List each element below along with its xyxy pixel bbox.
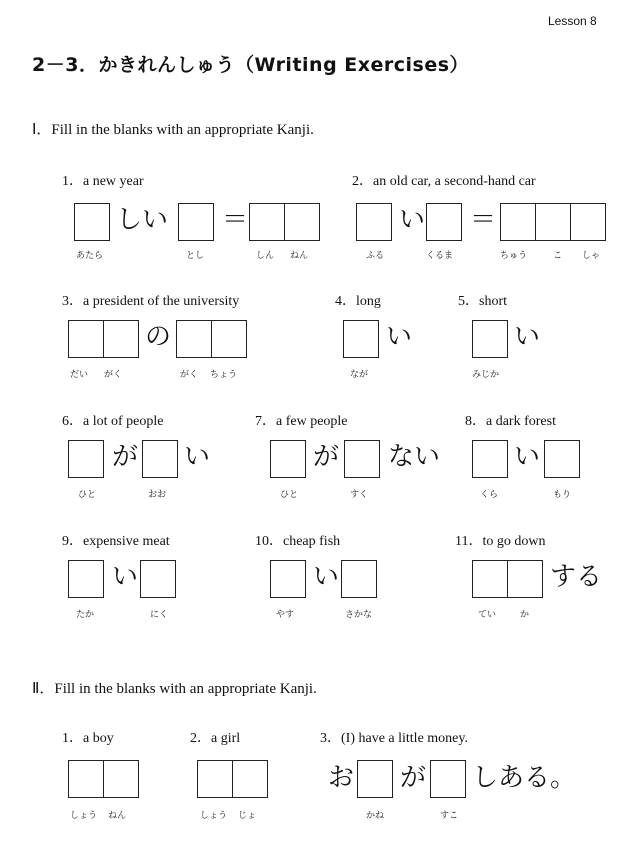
kanji-blank[interactable] (430, 760, 466, 798)
section-1-heading: Ⅰ．Fill in the blanks with an appropriate Kanji. (32, 122, 314, 138)
reading: がく (104, 370, 123, 380)
kanji-blank[interactable] (68, 440, 104, 478)
kanji-blank[interactable] (472, 440, 508, 478)
kanji-blank[interactable] (68, 320, 104, 358)
kanji-blank[interactable] (341, 560, 377, 598)
item-10-kana: い (313, 562, 340, 592)
reading: たか (76, 610, 95, 620)
reading: ねん (290, 251, 309, 261)
kanji-blank[interactable] (68, 760, 104, 798)
reading: すこ (440, 811, 459, 821)
item-9-label: 9．expensive meat (62, 534, 170, 549)
kanji-blank[interactable] (142, 440, 178, 478)
equals-sign: ＝ (222, 205, 249, 235)
kanji-blank[interactable] (535, 203, 571, 241)
reading: てい (478, 610, 497, 620)
kanji-blank[interactable] (197, 760, 233, 798)
reading: ひと (280, 490, 299, 500)
item-8-kana: い (514, 442, 541, 472)
kanji-blank[interactable] (74, 203, 110, 241)
item-8-label: 8．a dark forest (465, 414, 556, 429)
reading: なが (350, 370, 369, 380)
reading: みじか (472, 370, 500, 380)
item-ii-3-kana-o: お (328, 763, 355, 793)
kanji-blank[interactable] (176, 320, 212, 358)
item-4-label: 4．long (335, 294, 381, 309)
item-ii-3-label: 3．(I) have a little money. (320, 731, 468, 746)
kanji-blank[interactable] (270, 440, 306, 478)
reading: さかな (345, 610, 373, 620)
kanji-blank[interactable] (544, 440, 580, 478)
reading: とし (186, 251, 205, 261)
equals-sign: ＝ (470, 205, 497, 235)
reading: がく (180, 370, 199, 380)
reading: しょう (200, 811, 228, 821)
kanji-blank[interactable] (103, 320, 139, 358)
item-ii-3-kana-shiaru: しある。 (472, 763, 577, 793)
item-ii-3-kana-ga: が (400, 763, 427, 793)
item-11-kana: する (550, 562, 603, 592)
kanji-blank[interactable] (211, 320, 247, 358)
reading: おお (148, 490, 167, 500)
kanji-blank[interactable] (232, 760, 268, 798)
item-4-kana: い (386, 322, 413, 352)
item-6-kana-ga: が (112, 442, 139, 472)
reading: こ (553, 251, 563, 261)
reading: くら (480, 490, 499, 500)
reading: くるま (426, 251, 454, 261)
item-ii-1-label: 1．a boy (62, 731, 114, 746)
kanji-blank[interactable] (356, 203, 392, 241)
item-7-kana-ga: が (313, 442, 340, 472)
reading: かね (366, 811, 385, 821)
reading: にく (150, 610, 169, 620)
reading: しゃ (582, 251, 601, 261)
item-10-label: 10．cheap fish (255, 534, 341, 549)
kanji-blank[interactable] (344, 440, 380, 478)
item-2-label: 2．an old car, a second-hand car (352, 174, 536, 189)
kanji-blank[interactable] (507, 560, 543, 598)
item-11-label: 11．to go down (455, 534, 546, 549)
item-5-kana: い (514, 322, 541, 352)
reading: もり (553, 490, 572, 500)
kanji-blank[interactable] (140, 560, 176, 598)
kanji-blank[interactable] (270, 560, 306, 598)
reading: やす (276, 610, 295, 620)
item-2-kana: い (399, 205, 426, 235)
item-3-kana: の (145, 322, 172, 352)
lesson-label: Lesson 8 (548, 14, 597, 28)
reading: しん (256, 251, 275, 261)
item-6-label: 6．a lot of people (62, 414, 164, 429)
item-1-label: 1．a new year (62, 174, 144, 189)
reading: しょう (70, 811, 98, 821)
kanji-blank[interactable] (357, 760, 393, 798)
item-7-label: 7．a few people (255, 414, 348, 429)
item-3-label: 3．a president of the university (62, 294, 240, 309)
reading: ちょう (210, 370, 238, 380)
kanji-blank[interactable] (570, 203, 606, 241)
kanji-blank[interactable] (472, 560, 508, 598)
reading: すく (350, 490, 369, 500)
section-2-heading: Ⅱ．Fill in the blanks with an appropriate Kanji. (32, 681, 317, 697)
reading: ちゅう (500, 251, 528, 261)
reading: か (520, 610, 530, 620)
reading: だい (70, 370, 89, 380)
item-ii-2-label: 2．a girl (190, 731, 241, 746)
kanji-blank[interactable] (472, 320, 508, 358)
reading: ひと (78, 490, 97, 500)
kanji-blank[interactable] (284, 203, 320, 241)
kanji-blank[interactable] (343, 320, 379, 358)
reading: あたら (76, 251, 104, 261)
kanji-blank[interactable] (500, 203, 536, 241)
item-9-kana: い (112, 562, 139, 592)
kanji-blank[interactable] (178, 203, 214, 241)
reading: ふる (366, 251, 385, 261)
kanji-blank[interactable] (68, 560, 104, 598)
item-5-label: 5．short (458, 294, 507, 309)
reading: ねん (108, 811, 127, 821)
kanji-blank[interactable] (426, 203, 462, 241)
kanji-blank[interactable] (249, 203, 285, 241)
kanji-blank[interactable] (103, 760, 139, 798)
item-1-kana: しい (116, 205, 169, 235)
item-6-kana-i: い (184, 442, 211, 472)
item-7-kana-nai: ない (388, 442, 441, 472)
reading: じょ (238, 811, 257, 821)
page-title: 2－3．かきれんしゅう（Writing Exercises） (32, 54, 470, 76)
